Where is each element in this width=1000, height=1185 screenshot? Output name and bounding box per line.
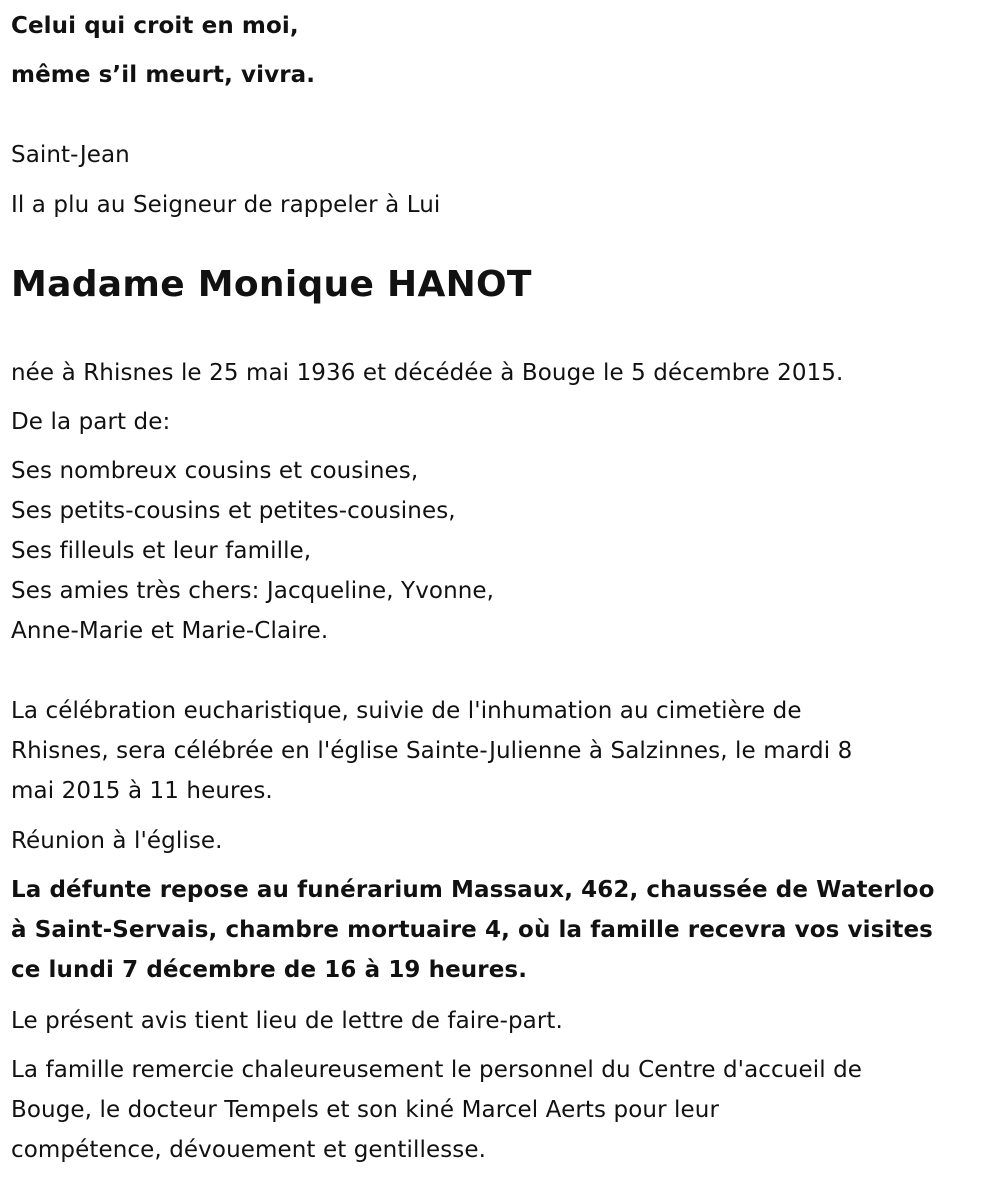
notice-text: Le présent avis tient lieu de lettre de faire-part. bbox=[11, 1008, 563, 1034]
deceased-name: Madame Monique HANOT bbox=[11, 264, 532, 305]
thanks-line: compétence, dévouement et gentillesse. bbox=[11, 1137, 487, 1163]
family-line: Ses amies très chers: Jacqueline, Yvonne, bbox=[11, 578, 495, 604]
ceremony-line: La célébration eucharistique, suivie de l'inhumation au cimetière de bbox=[11, 698, 802, 724]
verse-line-2: même s’il meurt, vivra. bbox=[11, 62, 316, 88]
ceremony-line: Rhisnes, sera célébrée en l'église Sainte-Julienne à Salzinnes, le mardi 8 bbox=[11, 738, 853, 764]
visitation-line: La défunte repose au funérarium Massaux, 462, chaussée de Waterloo bbox=[11, 877, 935, 903]
parish-name: Saint-Jean bbox=[11, 142, 130, 168]
visitation-line: ce lundi 7 décembre de 16 à 19 heures. bbox=[11, 957, 528, 983]
meeting-text: Réunion à l'église. bbox=[11, 828, 223, 854]
birth-death-text: née à Rhisnes le 25 mai 1936 et décédée à Bouge le 5 décembre 2015. bbox=[11, 360, 844, 386]
verse-line-1: Celui qui croit en moi, bbox=[11, 13, 299, 39]
family-line: Ses filleuls et leur famille, bbox=[11, 538, 312, 564]
announcement-text: Il a plu au Seigneur de rappeler à Lui bbox=[11, 192, 441, 218]
ceremony-line: mai 2015 à 11 heures. bbox=[11, 778, 273, 804]
visitation-line: à Saint-Servais, chambre mortuaire 4, où la famille recevra vos visites bbox=[11, 917, 933, 943]
thanks-line: La famille remercie chaleureusement le personnel du Centre d'accueil de bbox=[11, 1057, 863, 1083]
thanks-line: Bouge, le docteur Tempels et son kiné Marcel Aerts pour leur bbox=[11, 1097, 720, 1123]
family-line: Ses nombreux cousins et cousines, bbox=[11, 458, 419, 484]
family-heading: De la part de: bbox=[11, 409, 171, 435]
family-line: Ses petits-cousins et petites-cousines, bbox=[11, 498, 456, 524]
family-line: Anne-Marie et Marie-Claire. bbox=[11, 618, 329, 644]
